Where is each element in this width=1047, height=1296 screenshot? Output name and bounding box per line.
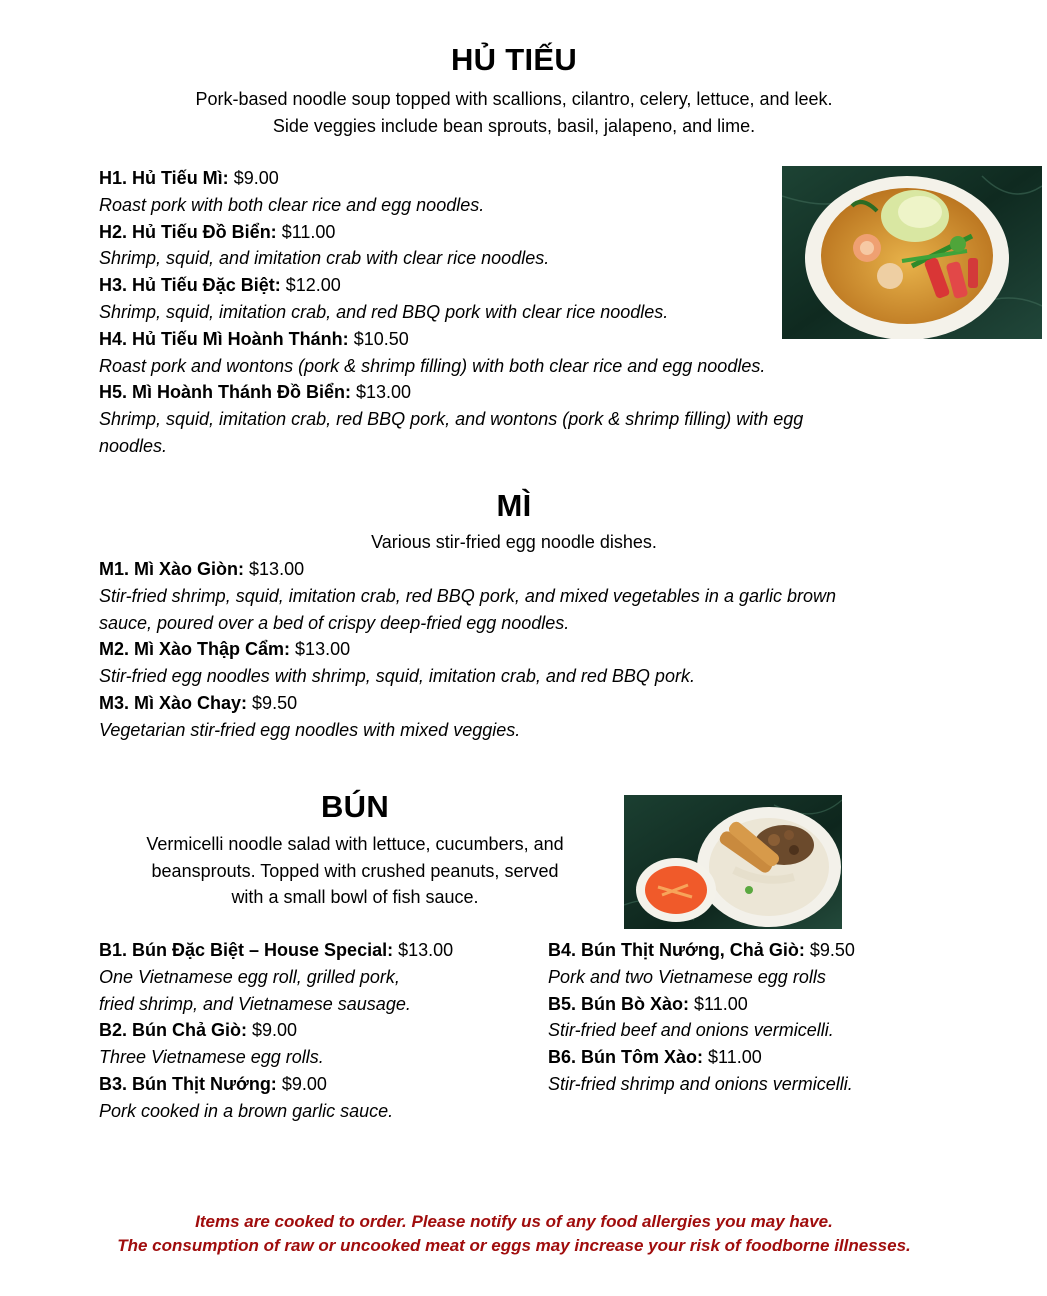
item-price: $13.00 — [398, 940, 454, 960]
menu-item-heading — [99, 556, 929, 583]
foodborne-warning-line: The consumption of raw or uncooked meat or eggs may increase your risk of foodborne illnesses. — [117, 1236, 911, 1255]
menu-item-heading — [548, 1044, 1008, 1071]
hu-tieu-items — [99, 165, 899, 460]
item-description: Vegetarian stir-fried egg noodles with mixed veggies. — [99, 719, 521, 740]
menu-item-heading — [548, 937, 1008, 964]
bun-desc-line: with a small bowl of fish sauce. — [231, 887, 479, 907]
item-price: $13.00 — [356, 382, 412, 403]
item-name: M3. Mì Xào Chay: — [99, 692, 248, 713]
menu-item-heading — [99, 219, 899, 246]
item-name: B3. Bún Thịt Nướng: — [99, 1073, 277, 1094]
item-price: $11.00 — [694, 993, 748, 1014]
item-description: fried shrimp, and Vietnamese sausage. — [99, 993, 411, 1014]
item-price: $11.00 — [281, 221, 336, 242]
hu-tieu-desc-line: Pork-based noodle soup topped with scallions, cilantro, celery, lettuce, and leek. — [195, 89, 833, 109]
menu-item-heading — [99, 636, 929, 663]
item-price: $9.00 — [233, 168, 279, 188]
item-name: H1. Hủ Tiếu Mì: — [99, 168, 229, 188]
mi-title: MÌ — [496, 488, 532, 523]
bun-description — [130, 831, 580, 911]
item-name: B2. Bún Chả Giò: — [99, 1020, 247, 1041]
item-name: B5. Bún Bò Xào: — [548, 993, 690, 1014]
menu-item-heading — [99, 379, 899, 406]
item-name: M1. Mì Xào Giòn: — [99, 559, 245, 579]
item-description: Stir-fried egg noodles with shrimp, squid, imitation crab, and red BBQ pork. — [99, 666, 695, 687]
item-name: H2. Hủ Tiếu Đồ Biển: — [99, 221, 277, 242]
allergy-notice-line: Items are cooked to order. Please notify us of any food allergies you may have. — [195, 1212, 833, 1231]
item-description: sauce, poured over a bed of crispy deep-fried egg noodles. — [99, 612, 570, 633]
menu-item-heading — [99, 165, 899, 192]
item-description: noodles. — [99, 435, 168, 456]
item-price: $9.50 — [252, 692, 298, 713]
menu-item-heading — [99, 937, 539, 964]
item-description: Roast pork with both clear rice and egg noodles. — [99, 194, 485, 215]
mi-items — [99, 556, 929, 744]
allergy-notice — [0, 1210, 1028, 1258]
item-name: H3. Hủ Tiếu Đặc Biệt: — [99, 275, 281, 296]
hu-tieu-description — [0, 86, 1028, 139]
item-price: $9.50 — [809, 940, 855, 960]
menu-item-heading — [99, 1071, 539, 1098]
menu-item-heading — [99, 690, 929, 717]
item-description: Roast pork and wontons (pork & shrimp filling) with both clear rice and egg noodles. — [99, 355, 766, 376]
item-description: Pork cooked in a brown garlic sauce. — [99, 1100, 394, 1121]
mi-description: Various stir-fried egg noodle dishes. — [371, 532, 657, 552]
bun-dish-photo — [624, 795, 842, 929]
item-description: Shrimp, squid, imitation crab, and red BBQ pork with clear rice noodles. — [99, 301, 669, 322]
hu-tieu-soup-photo — [782, 166, 1042, 339]
item-description: Stir-fried shrimp, squid, imitation crab, red BBQ pork, and mixed vegetables in a garlic brown — [99, 585, 836, 606]
menu-item-heading — [99, 1017, 539, 1044]
menu-item-heading — [548, 991, 1008, 1018]
item-name: B6. Bún Tôm Xào: — [548, 1047, 704, 1068]
item-price: $9.00 — [252, 1020, 298, 1041]
menu-item-heading — [99, 326, 899, 353]
item-description: Three Vietnamese egg rolls. — [99, 1047, 324, 1068]
menu-item-heading — [99, 272, 899, 299]
hu-tieu-title: HỦ TIẾU — [450, 42, 578, 77]
item-description: Shrimp, squid, imitation crab, red BBQ pork, and wontons (pork & shrimp filling) with egg — [99, 409, 804, 430]
item-name: H4. Hủ Tiếu Mì Hoành Thánh: — [99, 328, 349, 349]
hu-tieu-desc-line: Side veggies include bean sprouts, basil, jalapeno, and lime. — [272, 115, 756, 136]
bun-title: BÚN — [320, 789, 390, 824]
item-name: B1. Bún Đặc Biệt – House Special: — [99, 940, 394, 960]
bun-desc-line: Vermicelli noodle salad with lettuce, cucumbers, and — [146, 834, 564, 854]
item-description: Pork and two Vietnamese egg rolls — [548, 966, 826, 987]
bun-left-items — [99, 937, 539, 1125]
item-description: Stir-fried shrimp and onions vermicelli. — [548, 1073, 853, 1094]
item-name: M2. Mì Xào Thập Cẩm: — [99, 639, 291, 660]
item-description: Stir-fried beef and onions vermicelli. — [548, 1020, 834, 1041]
item-price: $10.50 — [353, 328, 409, 349]
item-name: B4. Bún Thịt Nướng, Chả Giò: — [548, 940, 805, 960]
item-description: Shrimp, squid, and imitation crab with clear rice noodles. — [99, 248, 550, 269]
item-price: $9.00 — [281, 1073, 327, 1094]
bun-right-items — [548, 937, 1008, 1098]
item-name: H5. Mì Hoành Thánh Đồ Biển: — [99, 382, 351, 403]
item-price: $12.00 — [285, 275, 341, 296]
item-price: $11.00 — [708, 1047, 762, 1068]
item-description: One Vietnamese egg roll, grilled pork, — [99, 966, 400, 987]
item-price: $13.00 — [295, 639, 351, 660]
bun-desc-line: beansprouts. Topped with crushed peanuts, served — [151, 860, 559, 881]
item-price: $13.00 — [249, 559, 305, 579]
